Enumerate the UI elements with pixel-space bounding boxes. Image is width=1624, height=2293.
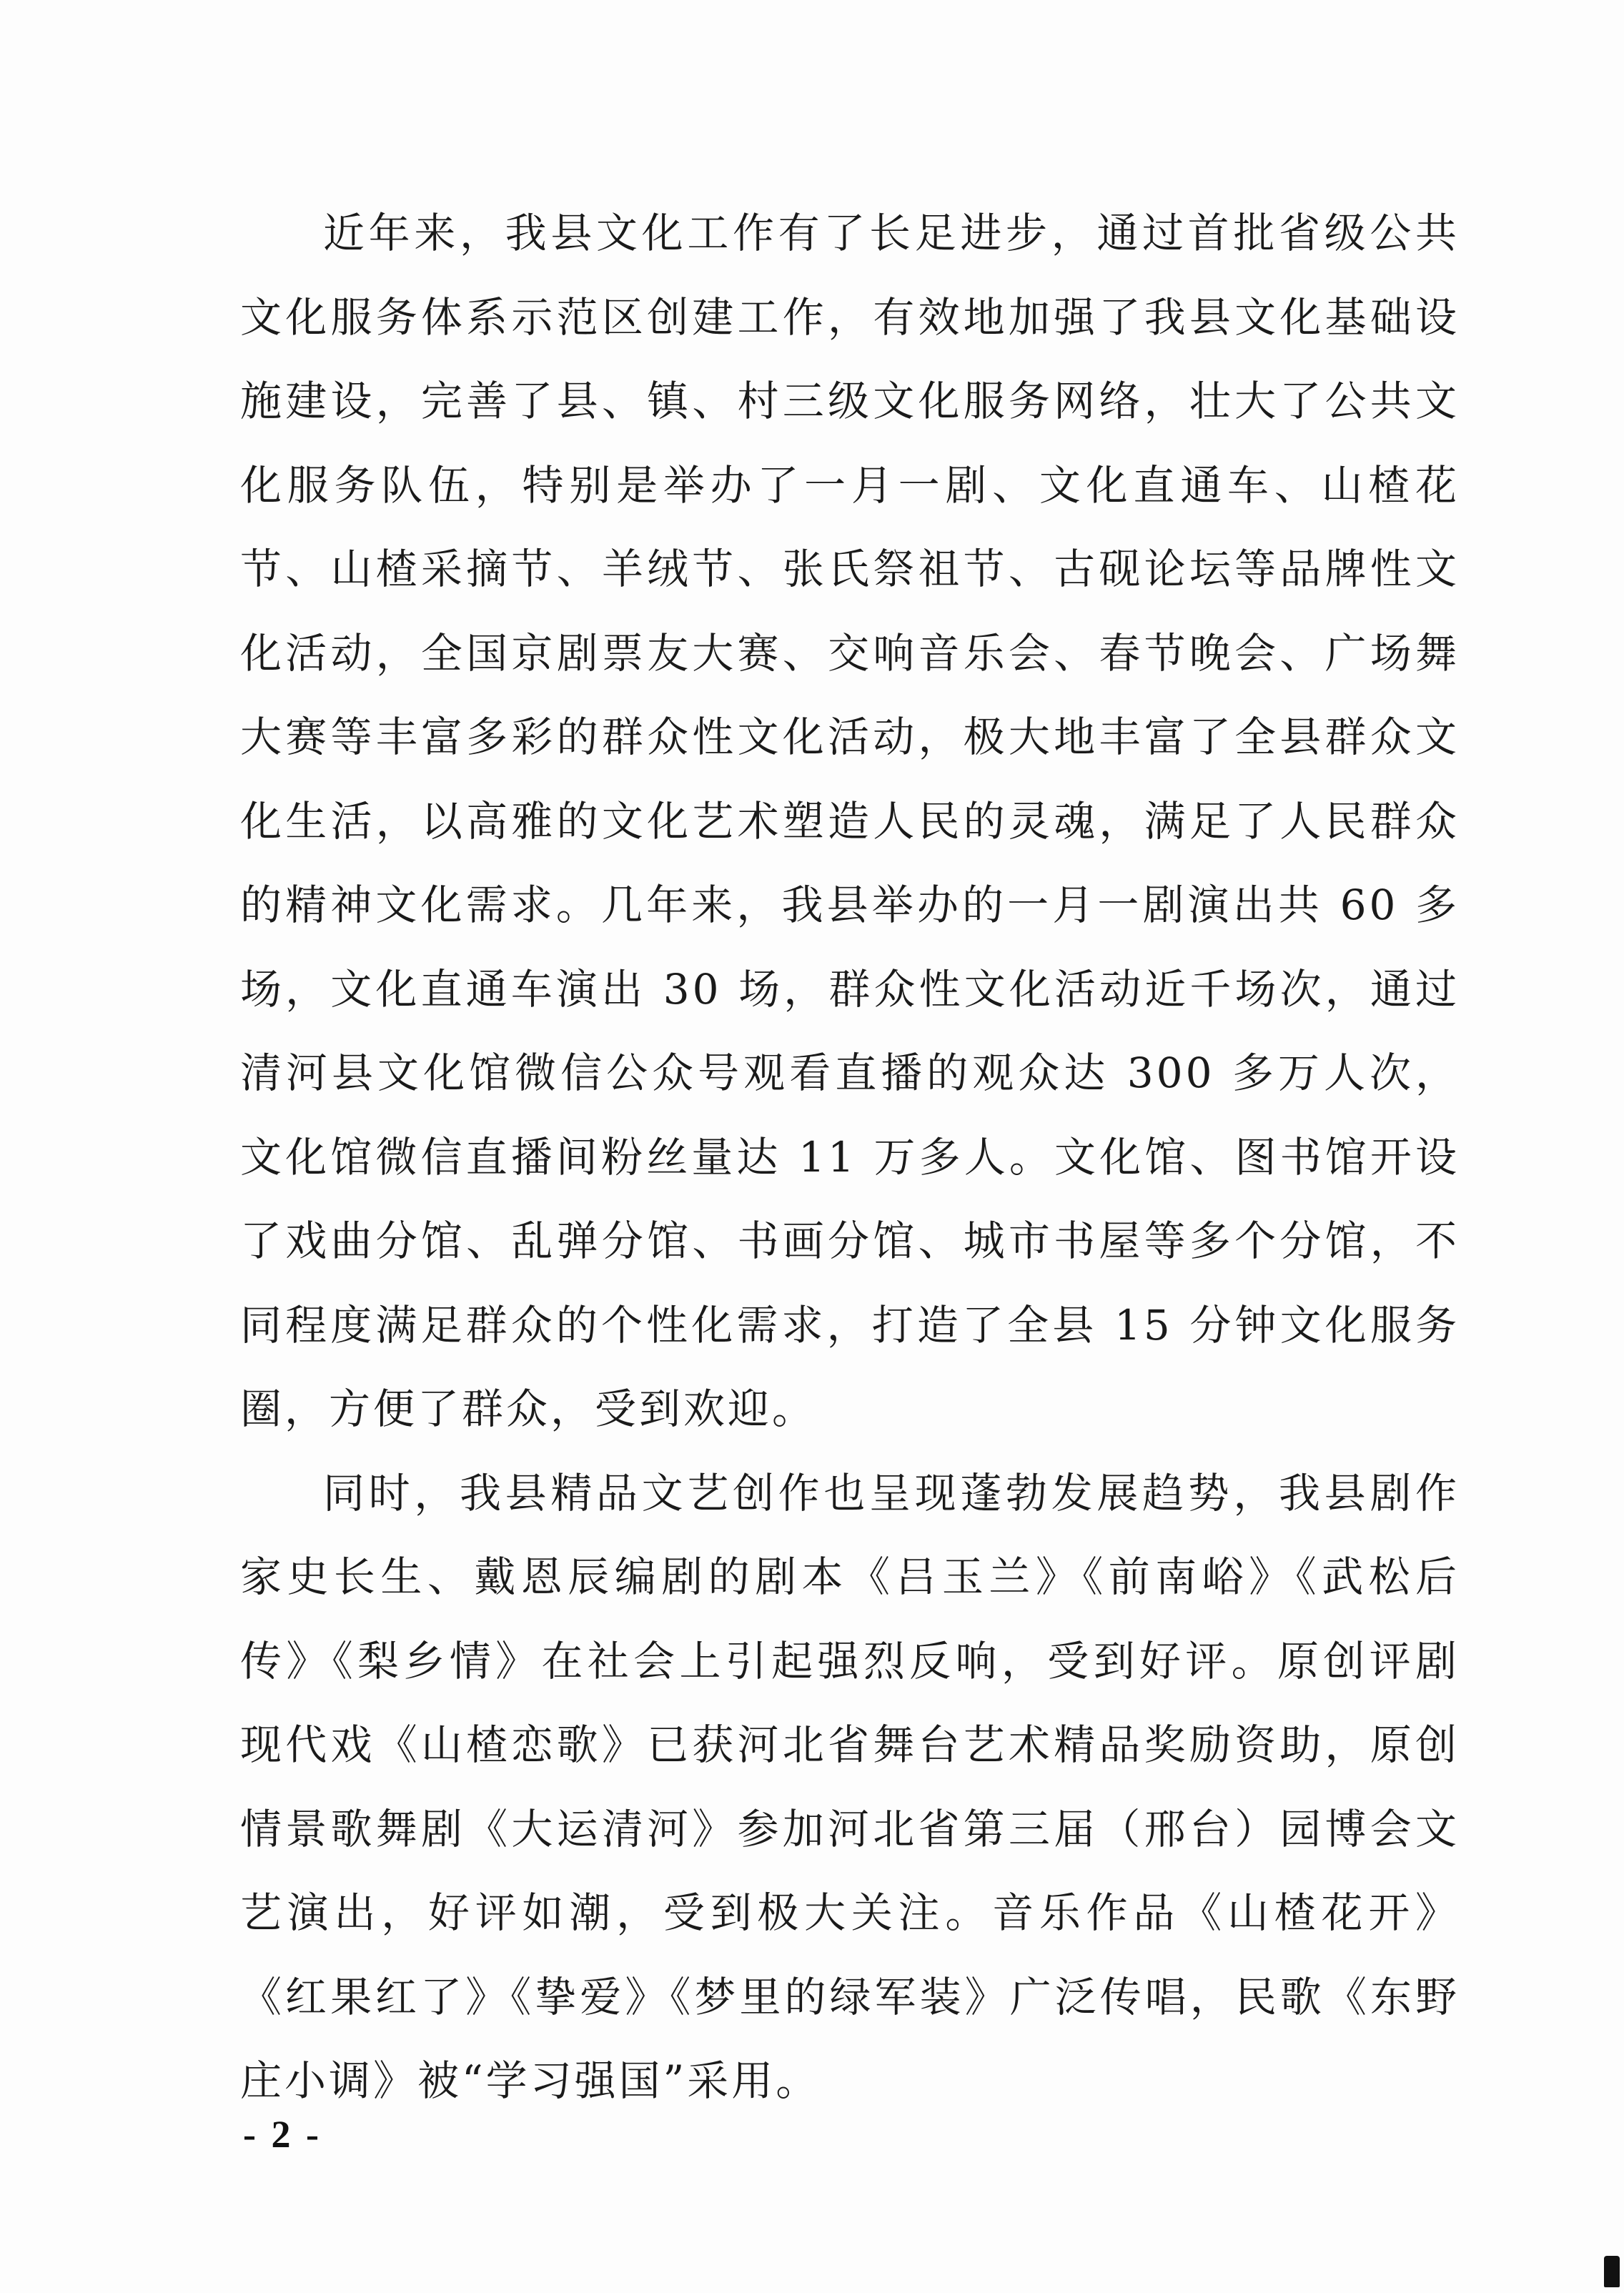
page-number: - 2 -	[243, 2113, 322, 2156]
body-text	[240, 192, 1460, 2124]
paragraph-2: 同时，我县精品文艺创作也呈现蓬勃发展趋势，我县剧作家史长生、戴恩辰编剧的剧本《吕玉兰》《前南峪》《武松后传》《梨乡情》在社会上引起强烈反响，受到好评。原创评剧现代戏《山楂恋歌》已获河北省舞台艺术精品奖励资助，原创情景歌舞剧《大运清河》参加河北省第三届（邢台）园博会文艺演出，好评如潮，受到极大关注。音乐作品《山楂花开》《红果红了》《挚爱》《梦里的绿军装》广泛传唱，民歌《东野庄小调》被“学习强国”采用。	[240, 1468, 1460, 2105]
paragraph-1: 近年来，我县文化工作有了长足进步，通过首批省级公共文化服务体系示范区创建工作，有效地加强了我县文化基础设施建设，完善了县、镇、村三级文化服务网络，壮大了公共文化服务队伍，特别是举办了一月一剧、文化直通车、山楂花节、山楂采摘节、羊绒节、张氏祭祖节、古砚论坛等品牌性文化活动，全国京剧票友大赛、交响音乐会、春节晚会、广场舞大赛等丰富多彩的群众性文化活动，极大地丰富了全县群众文化生活，以高雅的文化艺术塑造人民的灵魂，满足了人民群众的精神文化需求。几年来，我县举办的一月一剧演出共 60 多场，文化直通车演出 30 场，群众性文化活动近千场次，通过清河县文化馆微信公众号观看直播的观众达 300 多万人次，文化馆微信直播间粉丝量达 11 万多人。文化馆、图书馆开设了戏曲分馆、乱弹分馆、书画分馆、城市书屋等多个分馆，不同程度满足群众的个性化需求，打造了全县 15 分钟文化服务圈，方便了群众，受到欢迎。	[240, 209, 1460, 1433]
scan-edge-mark	[1604, 2256, 1620, 2287]
